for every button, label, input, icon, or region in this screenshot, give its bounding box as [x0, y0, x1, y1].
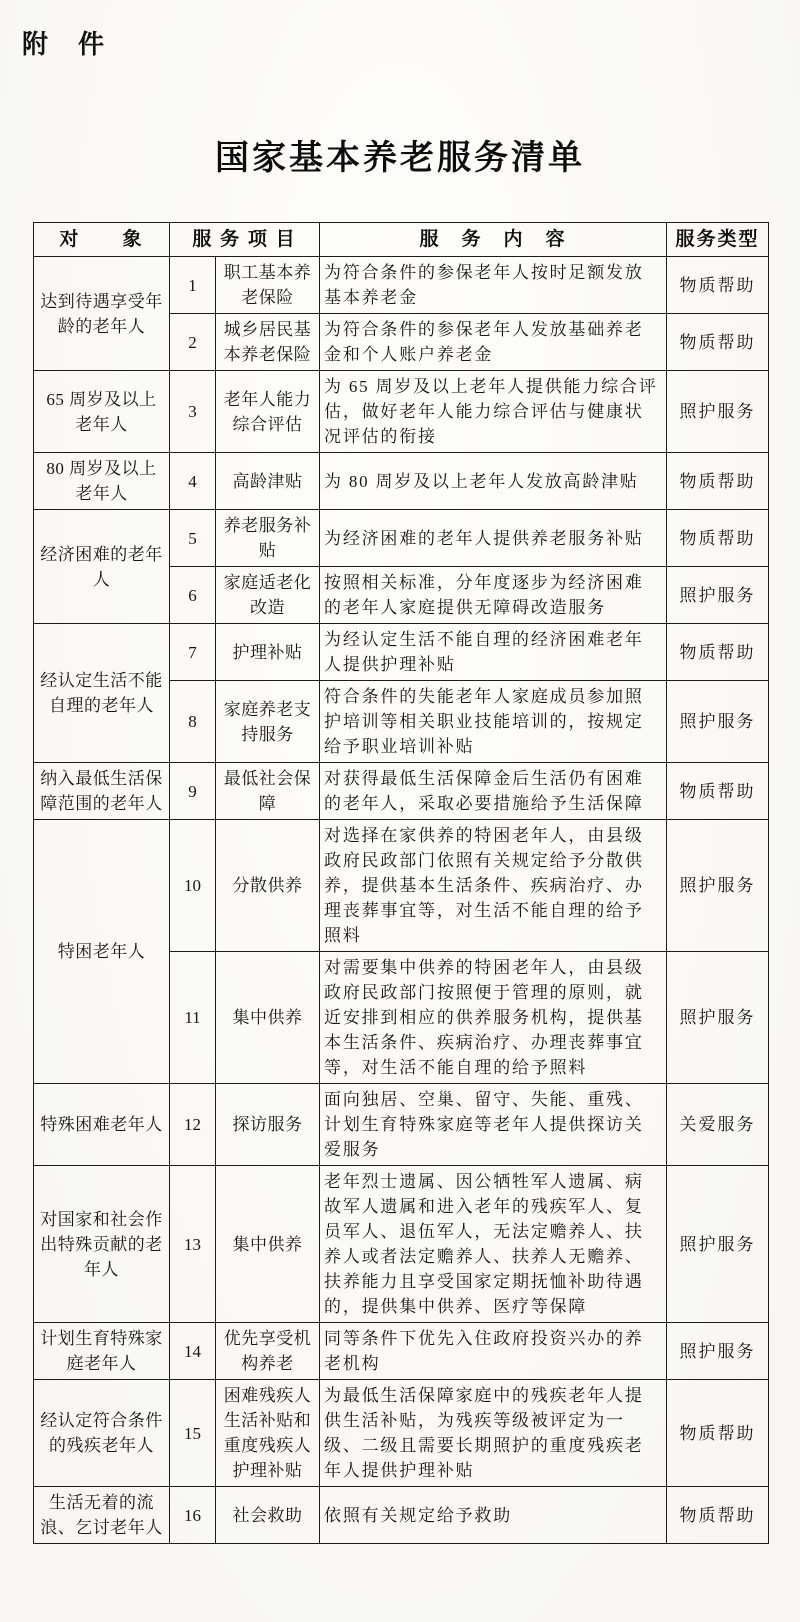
- service-table: [33, 222, 769, 1544]
- service-content-cell: 依照有关规定给予救助: [320, 1487, 667, 1544]
- col-header-content: 服 务 内 容: [320, 223, 667, 257]
- service-type-cell: 物质帮助: [667, 763, 769, 820]
- service-content-cell: 符合条件的失能老年人家庭成员参加照护培训等相关职业技能培训的，按规定给予职业培训补贴: [320, 681, 667, 763]
- service-number-cell: 9: [170, 763, 216, 820]
- table-row: [34, 1084, 769, 1166]
- service-content-cell: 为符合条件的参保老年人发放基础养老金和个人账户养老金: [320, 314, 667, 371]
- service-number-cell: 5: [170, 510, 216, 567]
- service-number-cell: 13: [170, 1166, 216, 1323]
- table-row: [34, 1487, 769, 1544]
- table-row: [34, 1380, 769, 1487]
- service-number-cell: 8: [170, 681, 216, 763]
- target-cell: 特困老年人: [34, 820, 170, 1084]
- table-row: [34, 1166, 769, 1323]
- target-cell: 达到待遇享受年龄的老年人: [34, 257, 170, 371]
- service-content-cell: 为最低生活保障家庭中的残疾老年人提供生活补贴，为残疾等级被评定为一级、二级且需要长期照护的重度残疾老年人提供护理补贴: [320, 1380, 667, 1487]
- service-number-cell: 12: [170, 1084, 216, 1166]
- service-content-cell: 同等条件下优先入住政府投资兴办的养老机构: [320, 1323, 667, 1380]
- service-type-cell: 物质帮助: [667, 510, 769, 567]
- target-cell: 65 周岁及以上老年人: [34, 371, 170, 453]
- service-type-cell: 物质帮助: [667, 453, 769, 510]
- service-type-cell: 物质帮助: [667, 257, 769, 314]
- service-number-cell: 3: [170, 371, 216, 453]
- service-content-cell: 为 80 周岁及以上老年人发放高龄津贴: [320, 453, 667, 510]
- service-type-cell: 物质帮助: [667, 1487, 769, 1544]
- table-body: [34, 257, 769, 1544]
- service-number-cell: 6: [170, 567, 216, 624]
- service-item-cell: 集中供养: [216, 952, 320, 1084]
- service-number-cell: 11: [170, 952, 216, 1084]
- service-type-cell: 照护服务: [667, 952, 769, 1084]
- service-item-cell: 护理补贴: [216, 624, 320, 681]
- target-cell: 计划生育特殊家庭老年人: [34, 1323, 170, 1380]
- service-content-cell: 为符合条件的参保老年人按时足额发放基本养老金: [320, 257, 667, 314]
- service-item-cell: 城乡居民基本养老保险: [216, 314, 320, 371]
- service-type-cell: 照护服务: [667, 371, 769, 453]
- service-item-cell: 最低社会保障: [216, 763, 320, 820]
- service-number-cell: 16: [170, 1487, 216, 1544]
- service-content-cell: 老年烈士遗属、因公牺牲军人遗属、病故军人遗属和进入老年的残疾军人、复员军人、退伍军人，无法定赡养人、扶养人或者法定赡养人、扶养人无赡养、扶养能力且享受国家定期抚恤补助待遇的，提供集中供养、医疗等保障: [320, 1166, 667, 1323]
- service-number-cell: 10: [170, 820, 216, 952]
- service-content-cell: 为经济困难的老年人提供养老服务补贴: [320, 510, 667, 567]
- service-content-cell: 按照相关标准，分年度逐步为经济困难的老年人家庭提供无障碍改造服务: [320, 567, 667, 624]
- target-cell: 经济困难的老年人: [34, 510, 170, 624]
- service-content-cell: 为经认定生活不能自理的经济困难老年人提供护理补贴: [320, 624, 667, 681]
- service-content-cell: 面向独居、空巢、留守、失能、重残、计划生育特殊家庭等老年人提供探访关爱服务: [320, 1084, 667, 1166]
- target-cell: 对国家和社会作出特殊贡献的老年人: [34, 1166, 170, 1323]
- target-cell: 特殊困难老年人: [34, 1084, 170, 1166]
- service-item-cell: 家庭养老支持服务: [216, 681, 320, 763]
- service-item-cell: 职工基本养老保险: [216, 257, 320, 314]
- service-type-cell: 物质帮助: [667, 624, 769, 681]
- service-content-cell: 对选择在家供养的特困老年人，由县级政府民政部门依照有关规定给予分散供养，提供基本生活条件、疾病治疗、办理丧葬事宜等，对生活不能自理的给予照料: [320, 820, 667, 952]
- table-header: [34, 223, 769, 257]
- service-item-cell: 高龄津贴: [216, 453, 320, 510]
- service-number-cell: 14: [170, 1323, 216, 1380]
- table-header-row: [34, 223, 769, 257]
- service-content-cell: 为 65 周岁及以上老年人提供能力综合评估，做好老年人能力综合评估与健康状况评估的衔接: [320, 371, 667, 453]
- table-row: [34, 453, 769, 510]
- service-item-cell: 优先享受机构养老: [216, 1323, 320, 1380]
- table-row: [34, 371, 769, 453]
- service-type-cell: 关爱服务: [667, 1084, 769, 1166]
- service-type-cell: 照护服务: [667, 681, 769, 763]
- service-content-cell: 对获得最低生活保障金后生活仍有困难的老年人，采取必要措施给予生活保障: [320, 763, 667, 820]
- service-type-cell: 照护服务: [667, 1323, 769, 1380]
- service-number-cell: 1: [170, 257, 216, 314]
- col-header-type: 服务类型: [667, 223, 769, 257]
- table-row: [34, 1323, 769, 1380]
- col-header-target: 对 象: [34, 223, 170, 257]
- target-cell: 80 周岁及以上老年人: [34, 453, 170, 510]
- table-row: [34, 763, 769, 820]
- service-number-cell: 15: [170, 1380, 216, 1487]
- table-row: [34, 510, 769, 567]
- service-item-cell: 集中供养: [216, 1166, 320, 1323]
- service-number-cell: 4: [170, 453, 216, 510]
- page-title: 国家基本养老服务清单: [215, 140, 585, 177]
- service-type-cell: 照护服务: [667, 1166, 769, 1323]
- service-number-cell: 7: [170, 624, 216, 681]
- service-item-cell: 困难残疾人生活补贴和重度残疾人护理补贴: [216, 1380, 320, 1487]
- service-item-cell: 分散供养: [216, 820, 320, 952]
- service-type-cell: 物质帮助: [667, 314, 769, 371]
- service-item-cell: 老年人能力综合评估: [216, 371, 320, 453]
- service-type-cell: 照护服务: [667, 567, 769, 624]
- target-cell: 经认定生活不能自理的老年人: [34, 624, 170, 763]
- service-type-cell: 照护服务: [667, 820, 769, 952]
- service-item-cell: 社会救助: [216, 1487, 320, 1544]
- attachment-label: 附 件: [22, 30, 107, 59]
- target-cell: 纳入最低生活保障范围的老年人: [34, 763, 170, 820]
- service-item-cell: 探访服务: [216, 1084, 320, 1166]
- target-cell: 经认定符合条件的残疾老年人: [34, 1380, 170, 1487]
- table-row: [34, 820, 769, 952]
- service-item-cell: 养老服务补贴: [216, 510, 320, 567]
- service-item-cell: 家庭适老化改造: [216, 567, 320, 624]
- table-row: [34, 624, 769, 681]
- target-cell: 生活无着的流浪、乞讨老年人: [34, 1487, 170, 1544]
- service-type-cell: 物质帮助: [667, 1380, 769, 1487]
- service-number-cell: 2: [170, 314, 216, 371]
- service-content-cell: 对需要集中供养的特困老年人，由县级政府民政部门按照便于管理的原则，就近安排到相应的供养服务机构，提供基本生活条件、疾病治疗、办理丧葬事宜等，对生活不能自理的给予照料: [320, 952, 667, 1084]
- table-row: [34, 257, 769, 314]
- col-header-item: 服 务 项 目: [170, 223, 320, 257]
